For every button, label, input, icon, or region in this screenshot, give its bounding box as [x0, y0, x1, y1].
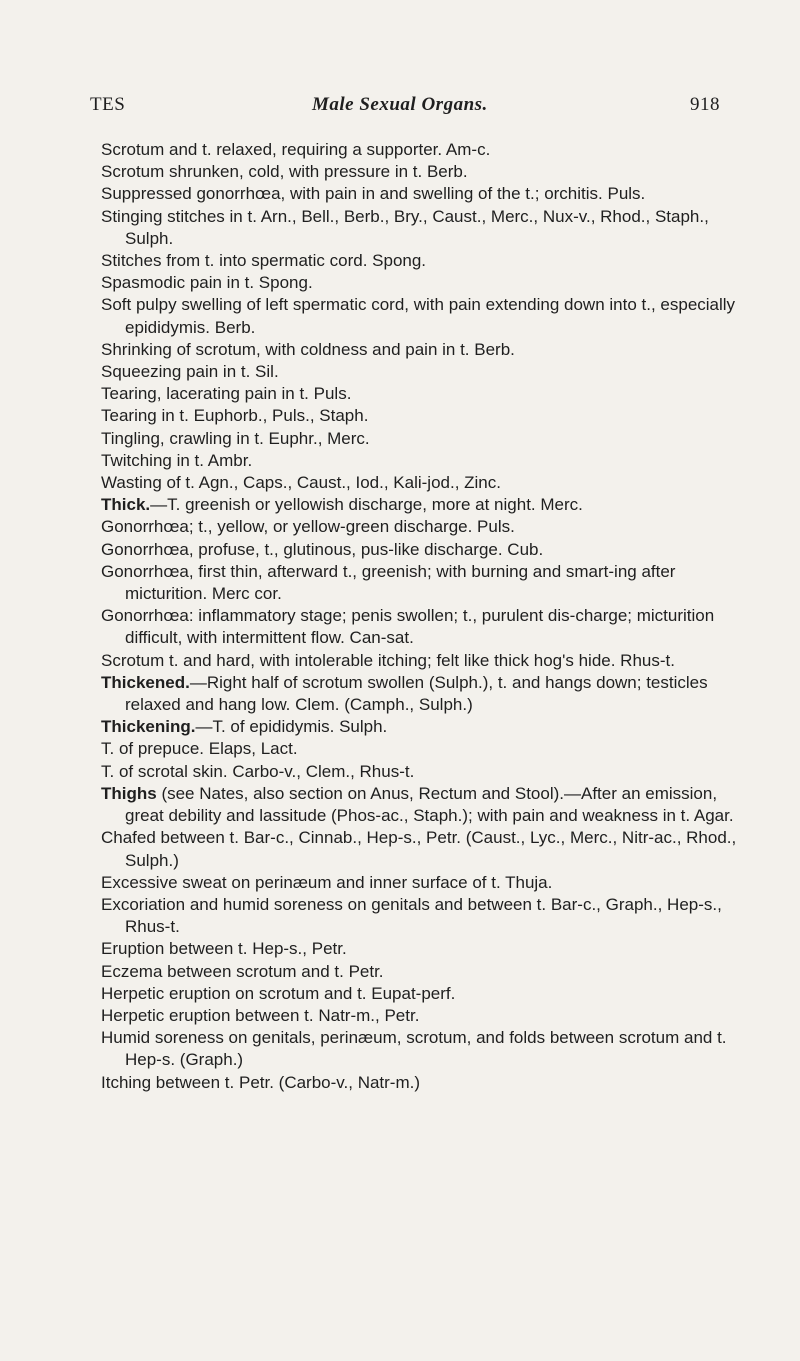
entry-list-item: Tingling, crawling in t. Euphr., Merc.	[101, 428, 370, 448]
thick-subentry: Gonorrhœa: inflammatory stage; penis swollen; t., purulent dis-charge; micturition difficult, with intermittent flow. Can-sat.	[101, 606, 715, 648]
thickening-entry	[101, 716, 741, 738]
thick-text: —T. greenish or yellowish discharge, more at night. Merc.	[150, 495, 583, 515]
thighs-subentry: Humid soreness on genitals, perinæum, scrotum, and folds between scrotum and t. Hep-s. (Graph.)	[101, 1028, 727, 1070]
entry-list-item: Stitches from t. into spermatic cord. Spong.	[101, 251, 427, 271]
thighs-entry	[101, 783, 741, 827]
entry-list-item: Soft pulpy swelling of left spermatic cord, with pain extending down into t., especially epididymis. Berb.	[101, 295, 736, 337]
entry-list-item: Twitching in t. Ambr.	[101, 450, 253, 470]
entry-list-item: Shrinking of scrotum, with coldness and pain in t. Berb.	[101, 339, 515, 359]
thighs-subentry: Chafed between t. Bar-c., Cinnab., Hep-s., Petr. (Caust., Lyc., Merc., Nitr-ac., Rhod., Sulph.)	[101, 828, 737, 870]
thick-heading: Thick.	[101, 495, 151, 515]
thickening-text: —T. of epididymis. Sulph.	[195, 717, 388, 737]
thick-subentry: Gonorrhœa, profuse, t., glutinous, pus-like discharge. Cub.	[101, 539, 544, 559]
entry-list-item: Scrotum and t. relaxed, requiring a supporter. Am-c.	[101, 140, 491, 159]
thickening-heading: Thickening.	[101, 717, 196, 737]
header-section-abbrev: TES	[90, 94, 126, 115]
thighs-subentry: Excessive sweat on perinæum and inner surface of t. Thuja.	[101, 872, 553, 892]
thickening-subentry: T. of scrotal skin. Carbo-v., Clem., Rhus-t.	[101, 761, 415, 781]
entry-list-item: Suppressed gonorrhœa, with pain in and swelling of the t.; orchitis. Puls.	[101, 184, 646, 204]
thick-subentry: Gonorrhœa; t., yellow, or yellow-green discharge. Puls.	[101, 517, 515, 537]
thickened-heading: Thickened.	[101, 672, 190, 692]
thickening-subentry: T. of prepuce. Elaps, Lact.	[101, 739, 298, 759]
thighs-heading: Thighs	[101, 783, 157, 803]
page-number: 918	[690, 94, 720, 115]
thick-subentry: Scrotum t. and hard, with intolerable itching; felt like thick hog's hide. Rhus-t.	[101, 650, 675, 670]
entry-list-item: Tearing, lacerating pain in t. Puls.	[101, 384, 352, 404]
thick-subentry: Gonorrhœa, first thin, afterward t., greenish; with burning and smart-ing after micturition. Merc cor.	[101, 561, 676, 604]
thighs-subentry: Eczema between scrotum and t. Petr.	[101, 961, 384, 981]
thick-entry	[101, 494, 741, 516]
thickened-entry	[101, 672, 741, 716]
thighs-subentry: Herpetic eruption on scrotum and t. Eupat-perf.	[101, 983, 456, 1003]
header-chapter-title: Male Sexual Organs.	[312, 94, 488, 115]
entry-list-item: Tearing in t. Euphorb., Puls., Staph.	[101, 406, 369, 426]
thighs-subentry: Excoriation and humid soreness on genitals and between t. Bar-c., Graph., Hep-s., Rhus-t.	[101, 894, 722, 937]
entry-list-item: Wasting of t. Agn., Caps., Caust., Iod., Kali-jod., Zinc.	[101, 473, 501, 493]
entry-list-item: Squeezing pain in t. Sil.	[101, 362, 279, 382]
entry-list-item: Scrotum shrunken, cold, with pressure in t. Berb.	[101, 162, 468, 182]
thighs-subentry: Herpetic eruption between t. Natr-m., Petr.	[101, 1005, 420, 1025]
thighs-subentry: Eruption between t. Hep-s., Petr.	[101, 939, 347, 959]
thighs-subentry: Itching between t. Petr. (Carbo-v., Natr-m.)	[101, 1072, 421, 1092]
entry-list-item: Stinging stitches in t. Arn., Bell., Berb., Bry., Caust., Merc., Nux-v., Rhod., Staph., Sulph.	[101, 206, 709, 248]
thickened-text: —Right half of scrotum swollen (Sulph.), t. and hangs down; testicles relaxed and hang low. Clem. (Camph., Sulph.)	[125, 672, 708, 715]
running-header	[90, 94, 720, 124]
entry-list-item: Spasmodic pain in t. Spong.	[101, 273, 313, 293]
repertory-entries	[101, 139, 741, 1094]
thighs-text: (see Nates, also section on Anus, Rectum and Stool).—After an emission, great debility and lassitude (Phos-ac., Staph.); with pain and weakness in t. Agar.	[125, 783, 734, 826]
